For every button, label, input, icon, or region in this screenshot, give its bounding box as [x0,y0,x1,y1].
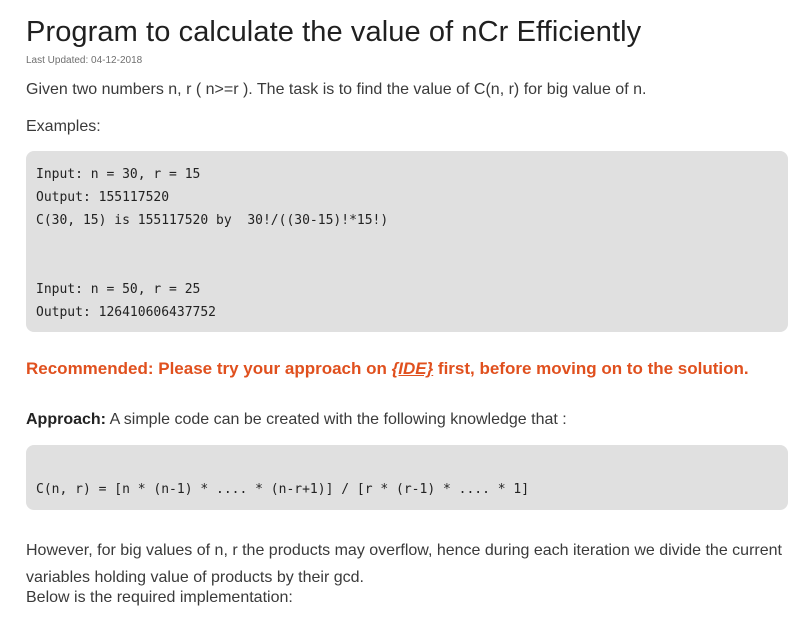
code-spacer [36,232,778,278]
code-line: Output: 155117520 [36,190,170,205]
recommended-suffix: first, before moving on to the solution. [433,359,749,378]
example-code-block [26,151,788,332]
recommended-notice [26,359,749,379]
examples-label: Examples: [26,118,101,135]
recommended-prefix: Recommended: Please try your approach on [26,359,392,378]
approach-text: A simple code can be created with the following knowledge that : [106,411,567,428]
code-line: Output: 126410606437752 [36,305,217,320]
however-paragraph: However, for big values of n, r the products may overflow, hence during each iteration we divide the current variables holding value of products by their gcd. [26,542,782,586]
code-line: Input: n = 30, r = 15 [36,167,201,182]
code-line: Input: n = 50, r = 25 [36,282,201,297]
formula-line: C(n, r) = [n * (n-1) * .... * (n-r+1)] / [r * (r-1) * .... * 1] [36,482,530,497]
implementation-intro: Below is the required implementation: [26,589,293,606]
intro-paragraph: Given two numbers n, r ( n>=r ). The task is to find the value of C(n, r) for big value of n. [26,81,647,98]
ide-link[interactable]: {IDE} [391,359,434,378]
code-line: C(30, 15) is 155117520 by 30!/((30-15)!*15!) [36,213,389,228]
page-title: Program to calculate the value of nCr Efficiently [26,16,642,48]
last-updated-date: Last Updated: 04-12-2018 [26,55,143,66]
formula-code-block [26,445,788,510]
approach-label: Approach: [26,411,106,428]
approach-paragraph [26,411,567,429]
